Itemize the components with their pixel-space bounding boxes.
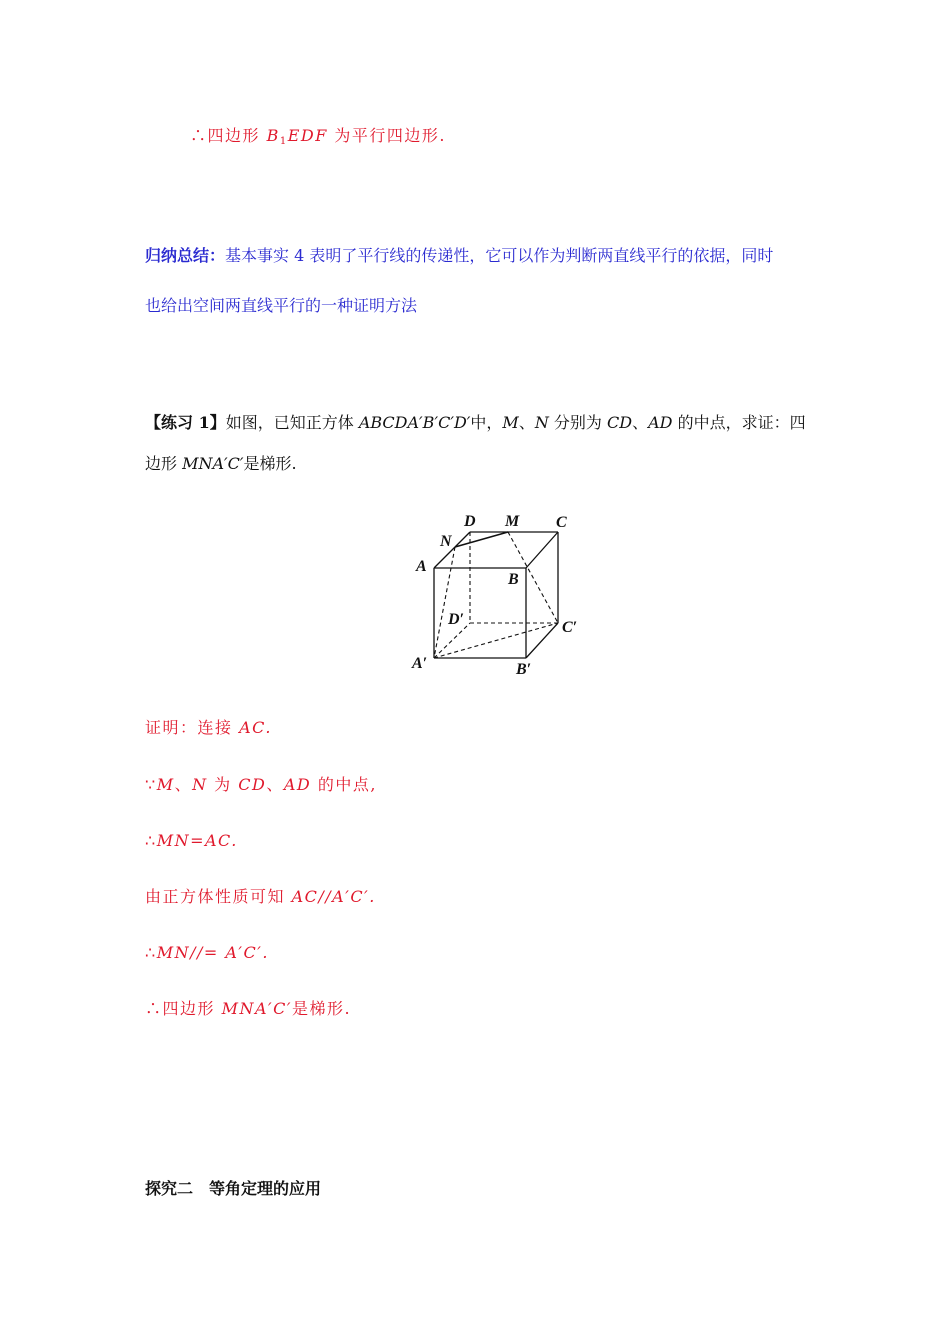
label-Dp: D′ xyxy=(448,611,465,628)
edge-BC xyxy=(526,532,558,568)
exercise-line-1: 【练习 1】如图，已知正方体 ABCDA′B′C′D′中，M、N 分别为 CD、AD 的中点，求证：四 xyxy=(145,413,806,432)
proof-line-3: ∴MN=AC. xyxy=(145,831,238,850)
exercise-line-2: 边形 MNA′C′是梯形. xyxy=(145,454,297,473)
exercise-label: 【练习 1】 xyxy=(145,413,226,432)
proof-line-4: 由正方体性质可知 AC//A′C′. xyxy=(145,887,376,906)
summary-label: 归纳总结： xyxy=(145,246,226,265)
segment-ApCp xyxy=(434,623,558,658)
label-Cp: C′ xyxy=(562,619,578,636)
conclusion-line: ∴四边形 $B_1EDF$ 为平行四边形. xyxy=(190,126,447,147)
label-B: B xyxy=(508,571,519,588)
label-M: M xyxy=(505,513,520,530)
label-A: A xyxy=(416,558,427,575)
summary-line-2: 也给出空间两直线平行的一种证明方法 xyxy=(145,296,418,315)
proof-line-6: ∴四边形 MNA′C′是梯形. xyxy=(145,999,352,1018)
edge-ApDp xyxy=(434,623,470,658)
edge-AN xyxy=(434,547,455,568)
proof-line-5: ∴MN//= A′C′. xyxy=(145,943,269,962)
label-D: D xyxy=(464,513,476,530)
label-N: N xyxy=(440,533,452,550)
label-C: C xyxy=(556,514,567,531)
summary-line-1: 归纳总结：基本事实 4 表明了平行线的传递性，它可以作为判断两直线平行的依据，同时 xyxy=(145,246,774,265)
cube-figure xyxy=(408,508,588,680)
label-Ap: A′ xyxy=(412,655,428,672)
label-Bp: B′ xyxy=(516,661,532,678)
proof-line-2: ∵M、N 为 CD、AD 的中点, xyxy=(145,775,377,794)
section-title: 探究二 等角定理的应用 xyxy=(145,1179,322,1198)
edge-BC-bottom xyxy=(526,623,558,658)
proof-line-1: 证明：连接 AC. xyxy=(145,718,272,737)
